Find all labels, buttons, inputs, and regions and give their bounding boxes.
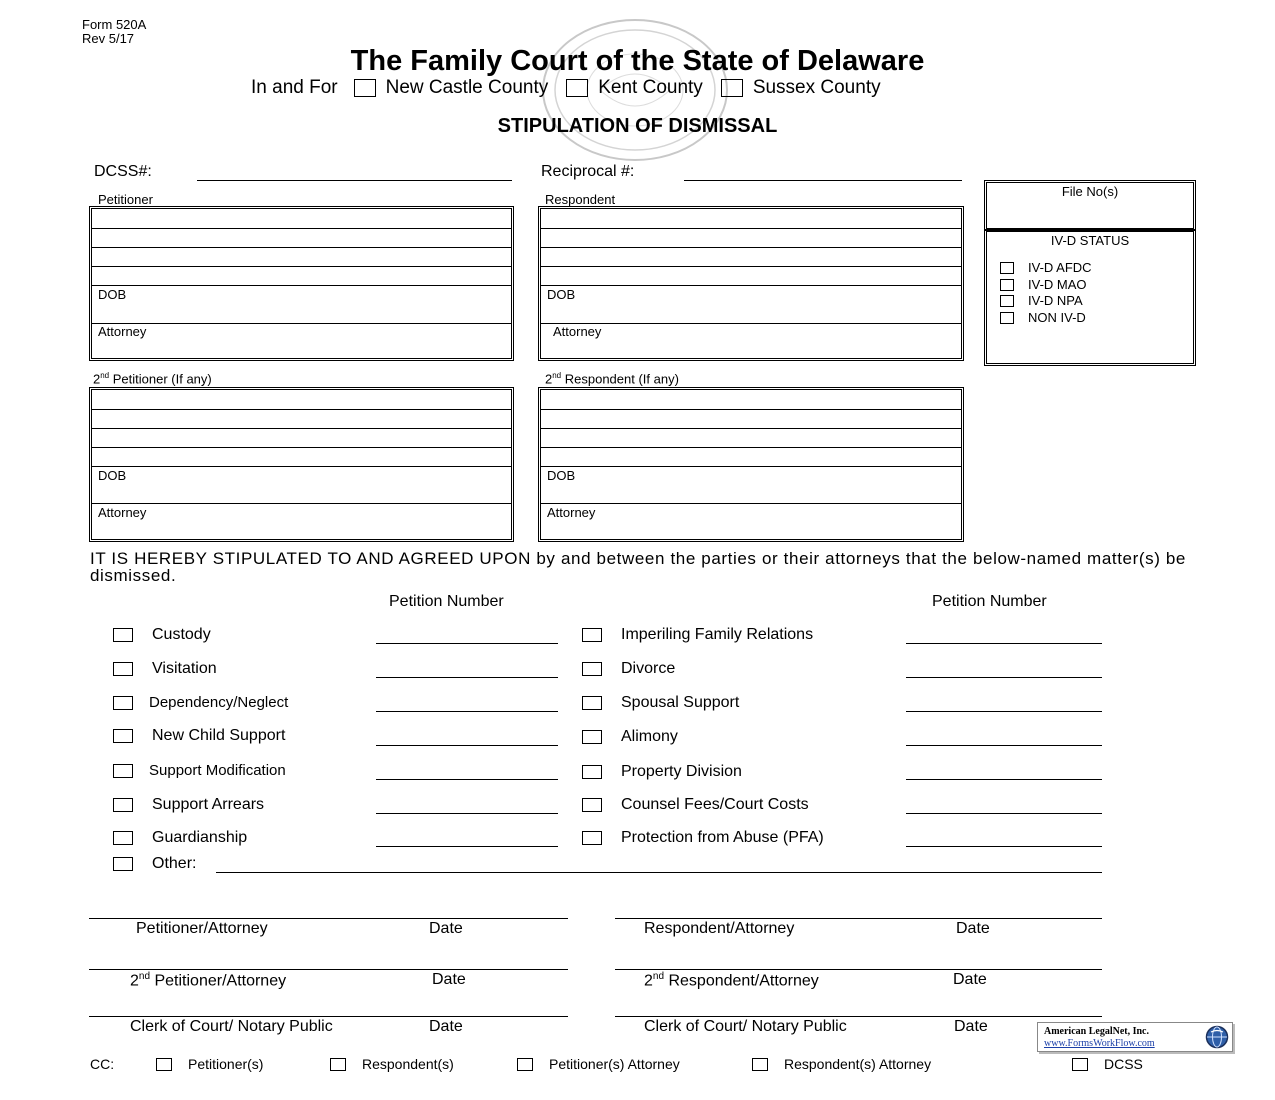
support-arrears-petition-number[interactable] [376, 813, 558, 814]
dependency-neglect-petition-number[interactable] [376, 711, 558, 712]
form-revision: Rev 5/17 [82, 31, 135, 46]
petition-number-header-right: Petition Number [932, 593, 1047, 610]
respondent-date-label: Date [956, 920, 990, 937]
petitioner2-dob-label: DOB [98, 468, 127, 483]
new-child-support-checkbox[interactable] [113, 729, 133, 743]
checkbox-icon[interactable] [752, 1058, 768, 1071]
clerk-notary-label-right: Clerk of Court/ Notary Public [644, 1018, 847, 1035]
publisher-url[interactable]: www.FormsWorkFlow.com [1044, 1038, 1155, 1049]
visitation-label: Visitation [152, 660, 217, 677]
support-arrears-checkbox[interactable] [113, 798, 133, 812]
support-modification-checkbox[interactable] [113, 764, 133, 778]
publisher-badge[interactable] [1037, 1022, 1233, 1052]
respondent2-dob-field[interactable] [541, 390, 961, 504]
checkbox-icon[interactable] [1000, 262, 1014, 274]
respondent2-label: 2nd Respondent (If any) [545, 371, 679, 387]
cc-petitioners[interactable]: Petitioner(s) [156, 1056, 263, 1072]
ivd-option[interactable] [1000, 293, 1083, 308]
new-child-support-petition-number[interactable] [376, 745, 558, 746]
sussex-label: Sussex County [752, 77, 881, 98]
divorce-checkbox[interactable] [582, 662, 602, 676]
pfa-petition-number[interactable] [906, 846, 1102, 847]
respondent-signature-line[interactable] [615, 918, 1102, 919]
petitioner-attorney-label: Attorney [98, 324, 147, 339]
dcss-input-line[interactable] [197, 180, 512, 181]
guardianship-checkbox[interactable] [113, 831, 133, 845]
imperiling-family-relations-petition-number[interactable] [906, 643, 1102, 644]
petitioner2-attorney-sig-label: 2nd Petitioner/Attorney [130, 971, 287, 990]
checkbox-icon[interactable] [1000, 295, 1014, 307]
imperiling-family-relations-label: Imperiling Family Relations [621, 626, 814, 643]
dependency-neglect-checkbox[interactable] [113, 696, 133, 710]
kent-label: Kent County [598, 77, 703, 98]
respondent2-box [538, 387, 964, 542]
reciprocal-input-line[interactable] [684, 180, 962, 181]
petitioner2-attorney-label: Attorney [98, 505, 147, 520]
dcss-label: DCSS#: [94, 163, 152, 180]
respondent2-attorney-label: Attorney [547, 505, 596, 520]
court-title: The Family Court of the State of Delaware [350, 45, 925, 77]
ivd-mao-label: IV-D MAO [1028, 277, 1087, 292]
other-checkbox[interactable] [113, 857, 133, 871]
sussex-checkbox[interactable] [721, 79, 743, 97]
clerk-notary-label-left: Clerk of Court/ Notary Public [130, 1018, 333, 1035]
cc-dcss[interactable]: DCSS [1072, 1056, 1143, 1072]
respondent-dob-label: DOB [547, 287, 576, 302]
petitioner2-box [89, 387, 514, 542]
non-ivd-label: NON IV-D [1028, 310, 1086, 325]
checkbox-icon[interactable] [330, 1058, 346, 1071]
spousal-support-petition-number[interactable] [906, 711, 1102, 712]
alimony-label: Alimony [621, 728, 678, 745]
ivd-npa-label: IV-D NPA [1028, 293, 1083, 308]
other-label: Other: [152, 855, 197, 872]
clerk-date-label-left: Date [429, 1018, 463, 1035]
respondent-dob-field[interactable] [541, 209, 961, 324]
file-no-box[interactable] [984, 180, 1196, 231]
form-number: Form 520A [82, 17, 147, 32]
ivd-status-label: IV-D STATUS [1050, 233, 1130, 248]
cc-respondents[interactable]: Respondent(s) [330, 1056, 454, 1072]
support-arrears-label: Support Arrears [152, 796, 265, 813]
support-modification-petition-number[interactable] [376, 779, 558, 780]
clerk-date-label-right: Date [954, 1018, 988, 1035]
ivd-afdc-label: IV-D AFDC [1028, 260, 1092, 275]
petitioner-dob-field[interactable] [92, 209, 511, 324]
visitation-petition-number[interactable] [376, 677, 558, 678]
respondent-label: Respondent [545, 192, 616, 207]
custody-checkbox[interactable] [113, 628, 133, 642]
respondent2-date-label: Date [953, 971, 987, 988]
counsel-fees-checkbox[interactable] [582, 798, 602, 812]
petitioner2-dob-field[interactable] [92, 390, 511, 504]
respondent2-attorney-sig-label: 2nd Respondent/Attorney [644, 971, 819, 990]
ivd-status-box [984, 229, 1196, 366]
guardianship-label: Guardianship [152, 829, 248, 846]
county-selector [251, 77, 887, 99]
cc-petitioners-attorney[interactable]: Petitioner(s) Attorney [517, 1056, 680, 1072]
new-castle-label: New Castle County [385, 77, 549, 98]
new-castle-checkbox[interactable] [354, 79, 376, 97]
alimony-petition-number[interactable] [906, 745, 1102, 746]
dependency-neglect-label: Dependency/Neglect [149, 694, 289, 711]
checkbox-icon[interactable] [1072, 1058, 1088, 1071]
ivd-option[interactable] [1000, 277, 1087, 292]
petitioner2-date-label: Date [432, 971, 466, 988]
petitioner-attorney-label: Petitioner/Attorney [136, 920, 268, 937]
counsel-fees-label: Counsel Fees/Court Costs [621, 796, 809, 813]
petitioner2-label: 2nd Petitioner (If any) [93, 371, 212, 387]
other-input-line[interactable] [216, 872, 1102, 873]
petitioner-date-label: Date [429, 920, 463, 937]
spousal-support-checkbox[interactable] [582, 696, 602, 710]
divorce-label: Divorce [621, 660, 676, 677]
stipulation-text: IT IS HEREBY STIPULATED TO AND AGREED UPON by and between the parties or their attorneys that the below-named matter(s) be dismissed. [90, 549, 1186, 585]
checkbox-icon[interactable] [517, 1058, 533, 1071]
petition-number-header-left: Petition Number [389, 593, 504, 610]
support-modification-label: Support Modification [149, 762, 286, 779]
publisher-name: American LegalNet, Inc. [1044, 1026, 1149, 1037]
pfa-checkbox[interactable] [582, 831, 602, 845]
petitioner2-signature-line[interactable] [89, 969, 568, 970]
property-division-checkbox[interactable] [582, 765, 602, 779]
file-no-label: File No(s) [1061, 184, 1119, 199]
checkbox-icon[interactable] [1000, 312, 1014, 324]
ivd-option[interactable] [1000, 260, 1092, 275]
petitioner-dob-label: DOB [98, 287, 127, 302]
custody-label: Custody [152, 626, 211, 643]
clerk-signature-line-left[interactable] [89, 1016, 568, 1017]
petitioner-label: Petitioner [98, 192, 153, 207]
divorce-petition-number[interactable] [906, 677, 1102, 678]
alimony-checkbox[interactable] [582, 730, 602, 744]
respondent-attorney-label: Attorney [553, 324, 602, 339]
pfa-label: Protection from Abuse (PFA) [621, 829, 824, 846]
reciprocal-label: Reciprocal #: [541, 163, 635, 180]
form-number-block [82, 18, 146, 46]
respondent2-signature-line[interactable] [615, 969, 1102, 970]
cc-label: CC: [90, 1056, 115, 1072]
petitioner-signature-line[interactable] [89, 918, 568, 919]
clerk-signature-line-right[interactable] [615, 1016, 1102, 1017]
ivd-option[interactable] [1000, 310, 1086, 325]
property-division-petition-number[interactable] [906, 779, 1102, 780]
new-child-support-label: New Child Support [152, 727, 286, 744]
checkbox-icon[interactable] [1000, 279, 1014, 291]
cc-respondents-attorney[interactable]: Respondent(s) Attorney [752, 1056, 931, 1072]
document-title: STIPULATION OF DISMISSAL [497, 115, 778, 137]
respondent2-dob-label: DOB [547, 468, 576, 483]
in-and-for-label: In and For [251, 77, 338, 98]
respondent-box [538, 206, 964, 361]
checkbox-icon[interactable] [156, 1058, 172, 1071]
spousal-support-label: Spousal Support [621, 694, 740, 711]
petitioner-box [89, 206, 514, 361]
globe-icon [1205, 1025, 1229, 1049]
visitation-checkbox[interactable] [113, 662, 133, 676]
kent-checkbox[interactable] [566, 79, 588, 97]
custody-petition-number[interactable] [376, 643, 558, 644]
guardianship-petition-number[interactable] [376, 846, 558, 847]
imperiling-family-relations-checkbox[interactable] [582, 628, 602, 642]
respondent-attorney-sig-label: Respondent/Attorney [644, 920, 795, 937]
counsel-fees-petition-number[interactable] [906, 813, 1102, 814]
property-division-label: Property Division [621, 763, 742, 780]
